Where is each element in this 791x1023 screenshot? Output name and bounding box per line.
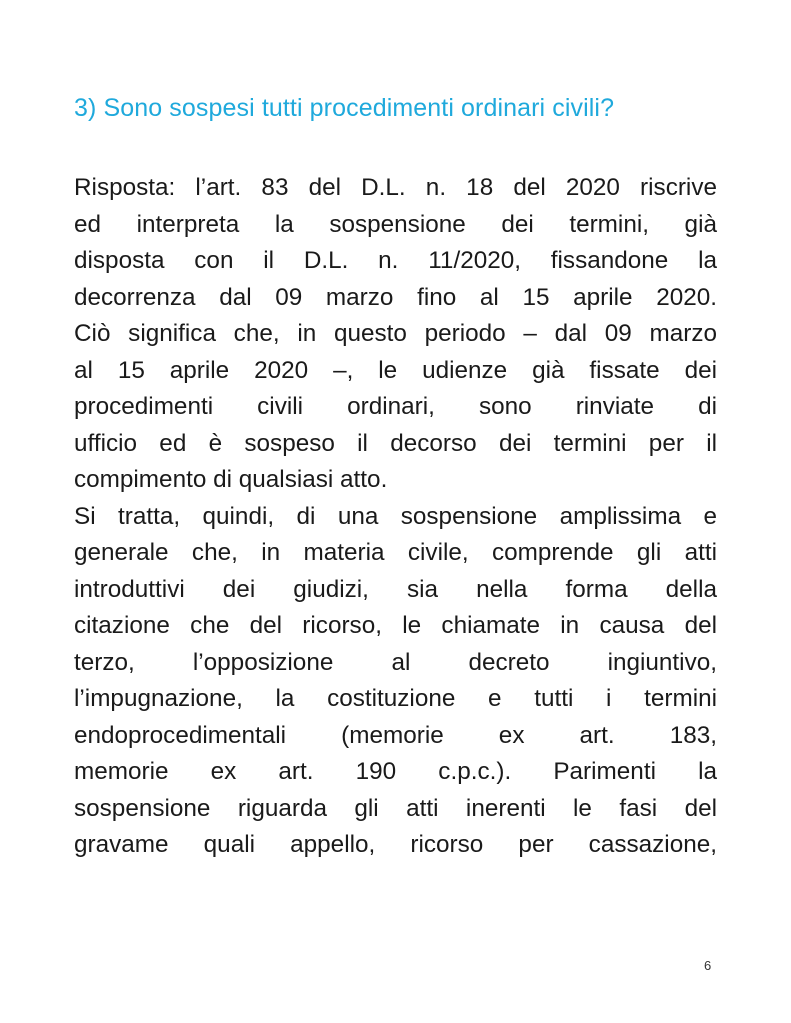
body-line: al 15 aprile 2020 –, le udienze già fissate dei: [74, 356, 717, 384]
body-line: procedimenti civili ordinari, sono rinviate di: [74, 393, 717, 420]
body-line: sospensione riguarda gli atti inerenti le fasi del: [74, 794, 717, 822]
body-line: ed interpreta la sospensione dei termini, già: [74, 210, 717, 238]
body-line: gravame quali appello, ricorso per cassazione,: [74, 831, 717, 858]
body-line: Risposta: l’art. 83 del D.L. n. 18 del 2020 riscrive: [74, 174, 717, 201]
body-line: introduttivi dei giudizi, sia nella forma della: [74, 575, 717, 603]
body-line: decorrenza dal 09 marzo fino al 15 aprile 2020.: [74, 283, 717, 311]
body-line: memorie ex art. 190 c.p.c.). Parimenti la: [74, 758, 717, 785]
body-line: Si tratta, quindi, di una sospensione amplissima e: [74, 502, 717, 530]
body-line: ufficio ed è sospeso il decorso dei termini per il: [74, 429, 717, 457]
body-line: terzo, l’opposizione al decreto ingiuntivo,: [74, 648, 717, 676]
page-number: 6: [704, 958, 712, 973]
question-heading: 3) Sono sospesi tutti procedimenti ordinari civili?: [74, 94, 615, 122]
body-line: l’impugnazione, la costituzione e tutti i termini: [74, 685, 717, 712]
answer-body: [74, 170, 717, 864]
body-line: generale che, in materia civile, comprende gli atti: [74, 539, 717, 566]
body-line: endoprocedimentali (memorie ex art. 183,: [74, 721, 717, 749]
body-line: citazione che del ricorso, le chiamate in causa del: [74, 612, 717, 639]
body-line: disposta con il D.L. n. 11/2020, fissandone la: [74, 247, 717, 274]
body-line: Ciò significa che, in questo periodo – dal 09 marzo: [74, 320, 717, 347]
body-line: compimento di qualsiasi atto.: [74, 466, 388, 493]
